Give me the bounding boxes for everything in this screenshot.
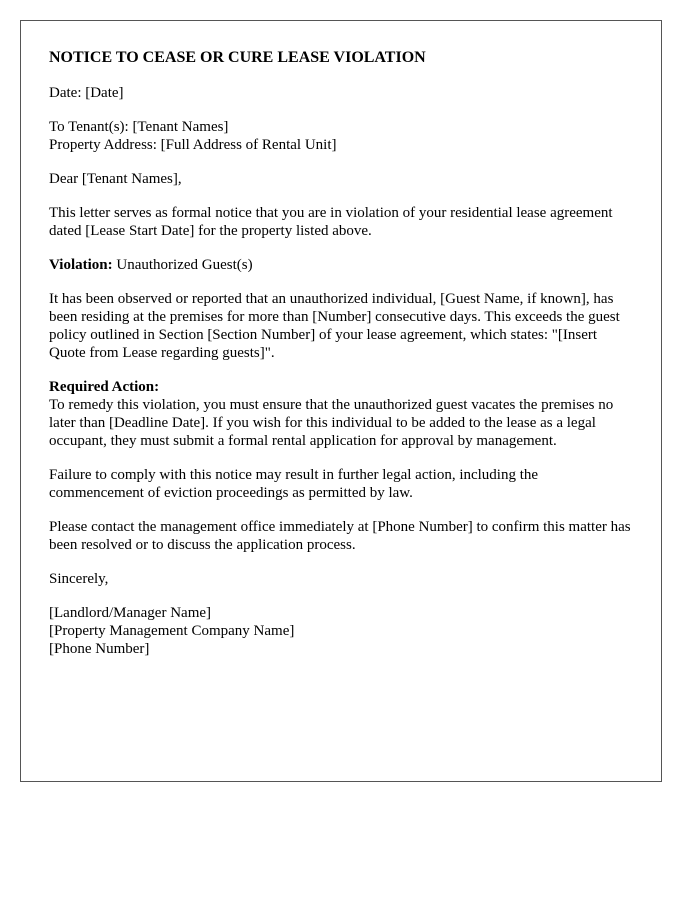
letter-title: NOTICE TO CEASE OR CURE LEASE VIOLATION bbox=[49, 49, 426, 66]
violation-value: Unauthorized Guest(s) bbox=[112, 257, 253, 273]
violation-line bbox=[49, 256, 633, 274]
signature-phone: [Phone Number] bbox=[49, 641, 150, 657]
address-line: Property Address: [Full Address of Rental Unit] bbox=[49, 137, 337, 153]
letter-body bbox=[21, 21, 661, 658]
signature-company: [Property Management Company Name] bbox=[49, 623, 295, 639]
required-action-block bbox=[49, 378, 633, 450]
recipient-block bbox=[49, 118, 633, 154]
required-action-label: Required Action: bbox=[49, 379, 160, 395]
salutation: Dear [Tenant Names], bbox=[49, 171, 182, 187]
date-line: Date: [Date] bbox=[49, 85, 124, 101]
closing: Sincerely, bbox=[49, 571, 109, 587]
required-action-text: To remedy this violation, you must ensure that the unauthorized guest vacates the premises no later than [Deadline Date]. If you wish for this individual to be added to the lease as a legal occupant, they must submit a formal rental application for approval by management. bbox=[49, 397, 614, 449]
intro-paragraph: This letter serves as formal notice that you are in violation of your residential lease agreement dated [Lease Start Date] for the property listed above. bbox=[49, 205, 613, 239]
failure-paragraph: Failure to comply with this notice may result in further legal action, including the commencement of eviction proceedings as permitted by law. bbox=[49, 467, 539, 501]
contact-paragraph: Please contact the management office immediately at [Phone Number] to confirm this matter has been resolved or to discuss the application process. bbox=[49, 519, 631, 553]
letter-page bbox=[20, 20, 662, 782]
observation-paragraph: It has been observed or reported that an unauthorized individual, [Guest Name, if known], has been residing at the premises for more than [Number] consecutive days. This exceeds the guest policy outlined in Section [Section Number] of your lease agreement, which states: "[Insert Quote from Lease regarding guests]". bbox=[49, 291, 620, 361]
violation-label: Violation: bbox=[49, 257, 113, 273]
signature-name: [Landlord/Manager Name] bbox=[49, 605, 212, 621]
signature-block bbox=[49, 604, 633, 658]
tenant-line: To Tenant(s): [Tenant Names] bbox=[49, 119, 229, 135]
